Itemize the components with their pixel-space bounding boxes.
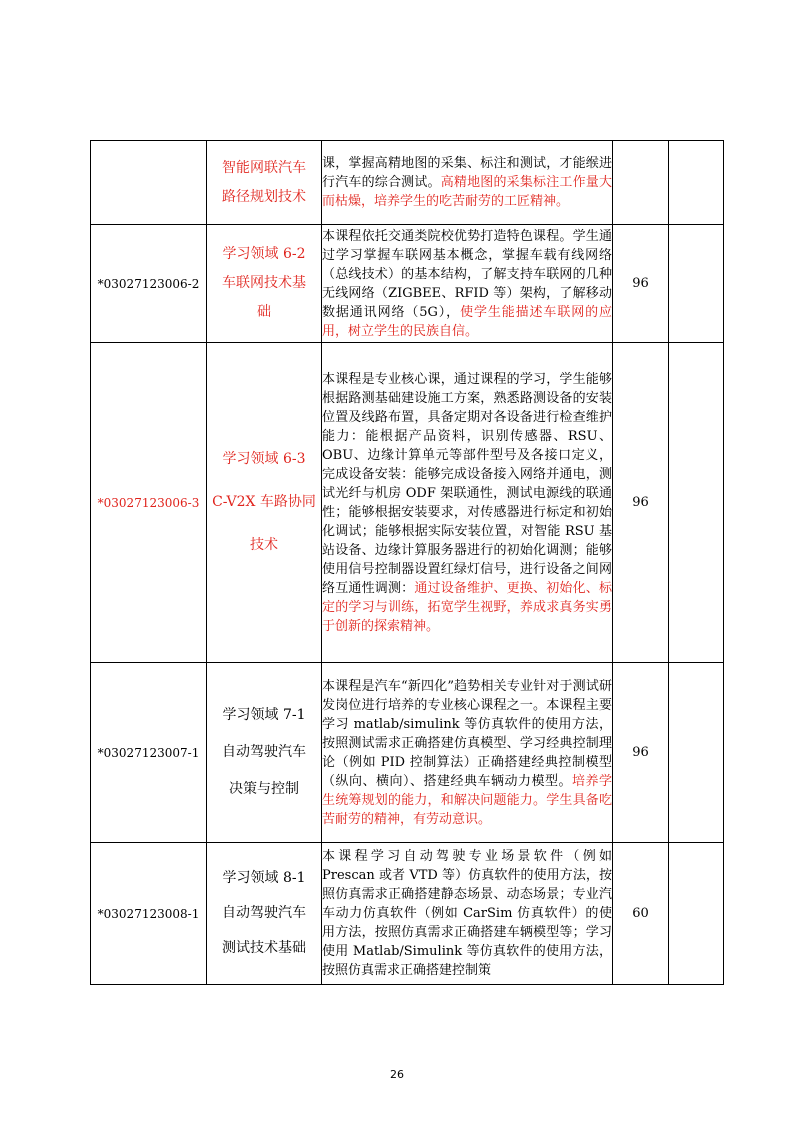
hours-value: 96 [632,276,649,291]
table-row [91,663,724,843]
course-description-cell [322,225,613,343]
course-name-line: 学习领域 8-1 [222,870,306,886]
empty-cell [669,843,724,985]
description-text: 课，掌握高精地图的采集、标注和测试，才能缑进行汽车的综合测试。 [322,156,612,190]
description-text: 本课程是汽车“新四化”趋势相关专业针对于测试研发岗位进行培养的专业核心课程之一。本课程主要学习 matlab/simulink 等仿真软件的使用方法，按照测试需求正确搭建仿真模型、学习经典控制理论（例如 PID 控制算法）正确搭建经典控制模型（纵向、横向）、搭建经典车辆动力模型。 [322,678,612,789]
course-name-line: 自动驾驶汽车 [222,905,306,921]
empty-cell [669,343,724,663]
course-name-cell [207,663,322,843]
course-code-cell [91,843,207,985]
course-name-cell [207,343,322,663]
course-name-cell [207,225,322,343]
description-text: 本课程依托交通类院校优势打造特色课程。学生通过学习掌握车联网基本概念，掌握车载有线网络（总线技术）的基本结构，了解支持车联网的几种无线网络（ZIGBEE、RFID 等）架构，了解移动数据通讯网络（5G）， [322,228,612,320]
description-ideology-text: 高精地图的采集标注工作量大而枯燥，培养学生的吃苦耐劳的工匠精神。 [322,175,612,209]
description-ideology-text: 培养学生统筹规划的能力，和解决问题能力。学生具备吃苦耐劳的精神，有劳动意识。 [322,773,612,827]
empty-cell [669,225,724,343]
course-code-cell [91,225,207,343]
hours-value: 96 [632,495,649,510]
course-name-line: 学习领域 6-2 [222,246,306,262]
course-code-cell [91,663,207,843]
hours-cell [613,225,669,343]
course-code-cell [91,141,207,225]
course-name-line: 测试技术基础 [222,940,306,956]
hours-cell [613,843,669,985]
description-ideology-text: 使学生能描述车联网的应用，树立学生的民族自信。 [322,304,612,339]
page-number: 26 [390,1068,404,1081]
course-name-line: C-V2X 车路协同 [212,494,316,510]
course-name-line: 自动驾驶汽车 [222,744,306,760]
course-name-line: 础 [257,304,271,320]
course-name-line: 学习领域 7-1 [222,707,306,723]
course-description-cell [322,843,613,985]
course-name-line: 车联网技术基 [222,275,306,291]
course-name-line: 智能网联汽车 [222,159,306,176]
description-text: 本课程学习自动驾驶专业场景软件（例如 Prescan 或者 VTD 等）仿真软件的使用方法，按照仿真需求正确搭建静态场景、动态场景；专业汽车动力仿真软件（例如 CarSim 仿真软件）的使用方法，按照仿真需求正确搭建车辆模型等；学习使用 Matlab/Simulink 等仿真软件的使用方法，按照仿真需求正确搭建控制策 [322,849,612,978]
course-code: *03027123006-3 [97,495,200,510]
course-code: *03027123008-1 [97,906,200,921]
description-text: 本课程是专业核心课，通过课程的学习，学生能够根据路测基础建设施工方案，熟悉路测设备的安装位置及线路布置，具备定期对各设备进行检查维护能力：能根据产品资料，识别传感器、RSU、OBU、边缘计算单元等部件型号及各接口定义，完成设备安装：能够完成设备接入网络并通电，测试光纤与机房 ODF 架联通性，测试电源线的联通性；能够根据安装要求，对传感器进行标定和初始化调试；能够根据实际安装位置，对智能 RSU 基站设备、边缘计算服务器进行的初始化调测；能够使用信号控制器设置红绿灯信号，进行设备之间网络互通性调测： [322,371,612,596]
empty-cell [669,663,724,843]
curriculum-table [90,140,724,985]
course-name-line: 技术 [250,537,278,553]
course-name-line: 决策与控制 [229,781,299,797]
course-name-cell [207,141,322,225]
course-code: *03027123006-2 [97,276,200,291]
course-code-cell [91,343,207,663]
hours-cell [613,141,669,225]
table-row [91,225,724,343]
course-name-line: 路径规划技术 [222,188,306,205]
empty-cell [669,141,724,225]
hours-value: 96 [632,745,649,760]
hours-value: 60 [632,906,649,921]
course-description-cell [322,343,613,663]
table-row [91,141,724,225]
hours-cell [613,343,669,663]
course-description-cell [322,141,613,225]
hours-cell [613,663,669,843]
course-name-line: 学习领域 6-3 [222,451,306,467]
course-description-cell [322,663,613,843]
description-ideology-text: 通过设备维护、更换、初始化、标定的学习与训练，拓宽学生视野，养成求真务实勇于创新的探索精神。 [322,580,612,634]
course-name-cell [207,843,322,985]
table-row [91,843,724,985]
course-code: *03027123007-1 [97,745,200,760]
table-row [91,343,724,663]
